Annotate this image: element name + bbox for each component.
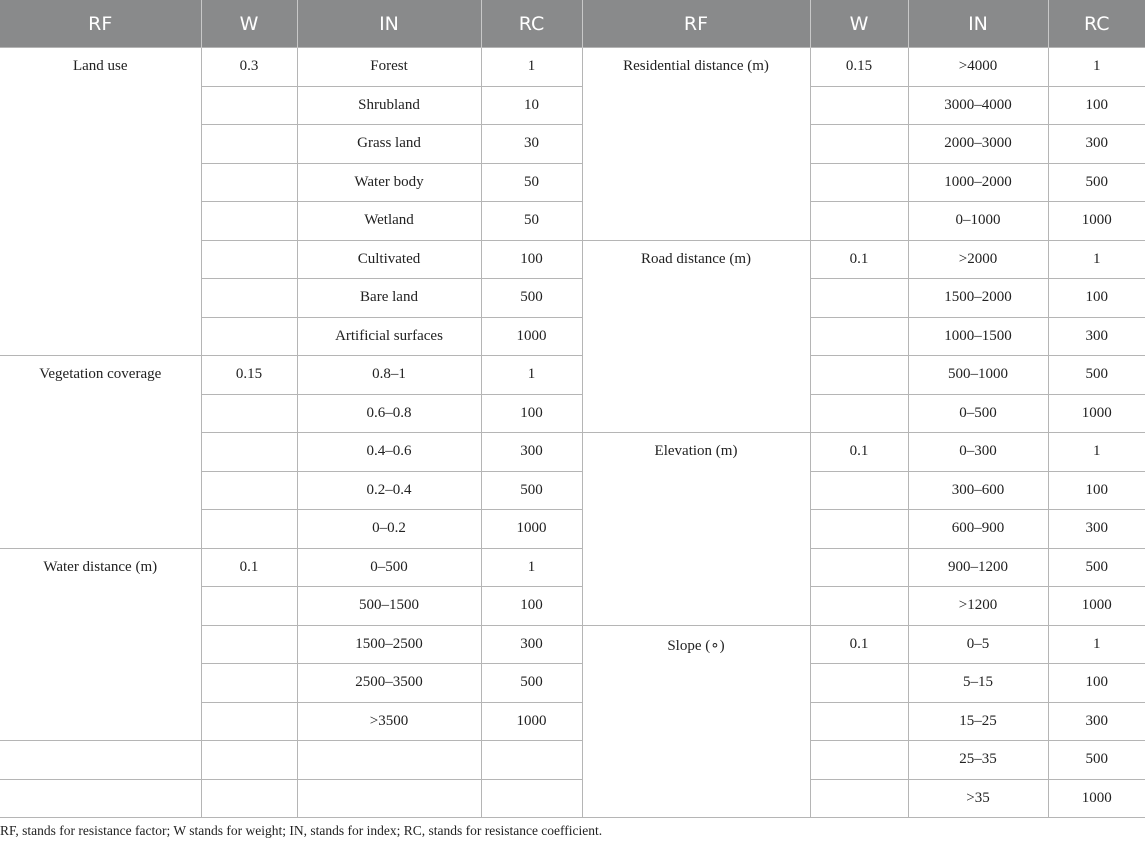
index-cell: 0–500 <box>908 394 1048 433</box>
empty-cell <box>0 779 201 818</box>
rc-cell: 1 <box>1048 433 1145 472</box>
rc-cell: 1 <box>1048 48 1145 87</box>
weight-cell <box>201 510 297 549</box>
rc-cell: 1 <box>481 48 582 87</box>
weight-cell <box>810 587 908 626</box>
weight-cell: 0.1 <box>810 625 908 664</box>
rc-cell: 1 <box>481 548 582 587</box>
rc-cell: 1000 <box>1048 587 1145 626</box>
table-row <box>0 48 1145 87</box>
rc-cell: 100 <box>481 240 582 279</box>
rc-cell: 100 <box>1048 664 1145 703</box>
index-cell: Artificial surfaces <box>297 317 481 356</box>
table-row <box>0 741 1145 780</box>
index-cell: Cultivated <box>297 240 481 279</box>
index-cell: 5–15 <box>908 664 1048 703</box>
index-cell: 600–900 <box>908 510 1048 549</box>
index-cell: >2000 <box>908 240 1048 279</box>
empty-cell <box>201 741 297 780</box>
index-cell: 2500–3500 <box>297 664 481 703</box>
rc-cell: 1 <box>1048 240 1145 279</box>
weight-cell <box>201 86 297 125</box>
index-cell: 0–5 <box>908 625 1048 664</box>
weight-cell <box>201 702 297 741</box>
empty-cell <box>201 779 297 818</box>
empty-cell <box>481 741 582 780</box>
weight-cell <box>810 510 908 549</box>
index-cell: Grass land <box>297 125 481 164</box>
rc-cell: 50 <box>481 202 582 241</box>
weight-cell <box>201 433 297 472</box>
rf-cell: Vegetation coverage <box>0 356 201 549</box>
index-cell: Water body <box>297 163 481 202</box>
weight-cell: 0.15 <box>810 48 908 87</box>
rf-cell: Water distance (m) <box>0 548 201 741</box>
rc-cell: 50 <box>481 163 582 202</box>
rc-cell: 100 <box>481 587 582 626</box>
rf-cell: Slope (∘) <box>582 625 810 818</box>
weight-cell: 0.1 <box>810 433 908 472</box>
rc-cell: 1 <box>481 356 582 395</box>
rc-cell: 500 <box>481 279 582 318</box>
empty-cell <box>0 741 201 780</box>
weight-cell <box>201 125 297 164</box>
weight-cell <box>810 394 908 433</box>
weight-cell <box>810 741 908 780</box>
header-rf-left: RF <box>0 0 201 48</box>
weight-cell <box>201 240 297 279</box>
index-cell: 1000–1500 <box>908 317 1048 356</box>
weight-cell <box>810 202 908 241</box>
weight-cell <box>810 163 908 202</box>
index-cell: 300–600 <box>908 471 1048 510</box>
index-cell: >1200 <box>908 587 1048 626</box>
rc-cell: 30 <box>481 125 582 164</box>
rf-cell: Elevation (m) <box>582 433 810 626</box>
rc-cell: 300 <box>481 625 582 664</box>
rc-cell: 100 <box>1048 86 1145 125</box>
index-cell: >35 <box>908 779 1048 818</box>
rc-cell: 1000 <box>481 702 582 741</box>
weight-cell <box>810 356 908 395</box>
weight-cell <box>201 317 297 356</box>
index-cell: 0–500 <box>297 548 481 587</box>
index-cell: Forest <box>297 48 481 87</box>
index-cell: >3500 <box>297 702 481 741</box>
rc-cell: 300 <box>1048 125 1145 164</box>
header-rf-right: RF <box>582 0 810 48</box>
weight-cell <box>201 471 297 510</box>
index-cell: 0.2–0.4 <box>297 471 481 510</box>
rc-cell: 1 <box>1048 625 1145 664</box>
rc-cell: 500 <box>1048 163 1145 202</box>
weight-cell <box>201 202 297 241</box>
index-cell: 3000–4000 <box>908 86 1048 125</box>
rc-cell: 100 <box>1048 471 1145 510</box>
weight-cell <box>810 779 908 818</box>
weight-cell <box>810 279 908 318</box>
index-cell: 15–25 <box>908 702 1048 741</box>
rc-cell: 300 <box>1048 317 1145 356</box>
weight-cell <box>201 587 297 626</box>
header-in-right: IN <box>908 0 1048 48</box>
header-row <box>0 0 1145 48</box>
index-cell: 0–1000 <box>908 202 1048 241</box>
rc-cell: 300 <box>1048 702 1145 741</box>
index-cell: 1000–2000 <box>908 163 1048 202</box>
empty-cell <box>481 779 582 818</box>
index-cell: 0.6–0.8 <box>297 394 481 433</box>
index-cell: 500–1000 <box>908 356 1048 395</box>
weight-cell: 0.1 <box>810 240 908 279</box>
empty-cell <box>297 741 481 780</box>
weight-cell <box>810 548 908 587</box>
index-cell: 0.4–0.6 <box>297 433 481 472</box>
rc-cell: 500 <box>481 471 582 510</box>
rc-cell: 100 <box>1048 279 1145 318</box>
weight-cell <box>810 86 908 125</box>
weight-cell: 0.1 <box>201 548 297 587</box>
header-w-left: W <box>201 0 297 48</box>
rc-cell: 1000 <box>1048 779 1145 818</box>
weight-cell <box>201 625 297 664</box>
index-cell: >4000 <box>908 48 1048 87</box>
table-footnote: RF, stands for resistance factor; W stands for weight; IN, stands for index; RC, stands for resistance coefficient. <box>0 823 603 838</box>
rc-cell: 1000 <box>1048 202 1145 241</box>
weight-cell: 0.3 <box>201 48 297 87</box>
index-cell: 0.8–1 <box>297 356 481 395</box>
header-rc-left: RC <box>481 0 582 48</box>
rc-cell: 500 <box>481 664 582 703</box>
rc-cell: 500 <box>1048 741 1145 780</box>
table-row <box>0 779 1145 818</box>
rc-cell: 1000 <box>1048 394 1145 433</box>
index-cell: Wetland <box>297 202 481 241</box>
table-row <box>0 548 1145 587</box>
index-cell: 500–1500 <box>297 587 481 626</box>
header-w-right: W <box>810 0 908 48</box>
index-cell: 0–0.2 <box>297 510 481 549</box>
index-cell: Shrubland <box>297 86 481 125</box>
rc-cell: 10 <box>481 86 582 125</box>
index-cell: 1500–2000 <box>908 279 1048 318</box>
table-row <box>0 356 1145 395</box>
weight-cell <box>810 317 908 356</box>
rc-cell: 300 <box>1048 510 1145 549</box>
header-in-left: IN <box>297 0 481 48</box>
rc-cell: 300 <box>481 433 582 472</box>
empty-cell <box>297 779 481 818</box>
weight-cell <box>201 394 297 433</box>
index-cell: 2000–3000 <box>908 125 1048 164</box>
weight-cell <box>810 125 908 164</box>
index-cell: 1500–2500 <box>297 625 481 664</box>
rc-cell: 100 <box>481 394 582 433</box>
weight-cell <box>201 279 297 318</box>
rc-cell: 1000 <box>481 317 582 356</box>
index-cell: 900–1200 <box>908 548 1048 587</box>
rc-cell: 500 <box>1048 356 1145 395</box>
rf-cell: Road distance (m) <box>582 240 810 433</box>
header-rc-right: RC <box>1048 0 1145 48</box>
weight-cell <box>810 471 908 510</box>
weight-cell <box>810 664 908 703</box>
index-cell: Bare land <box>297 279 481 318</box>
weight-cell <box>810 702 908 741</box>
rc-cell: 500 <box>1048 548 1145 587</box>
index-cell: 0–300 <box>908 433 1048 472</box>
weight-cell <box>201 163 297 202</box>
rf-cell: Residential distance (m) <box>582 48 810 241</box>
rf-cell: Land use <box>0 48 201 356</box>
weight-cell <box>201 664 297 703</box>
weight-cell: 0.15 <box>201 356 297 395</box>
index-cell: 25–35 <box>908 741 1048 780</box>
rc-cell: 1000 <box>481 510 582 549</box>
